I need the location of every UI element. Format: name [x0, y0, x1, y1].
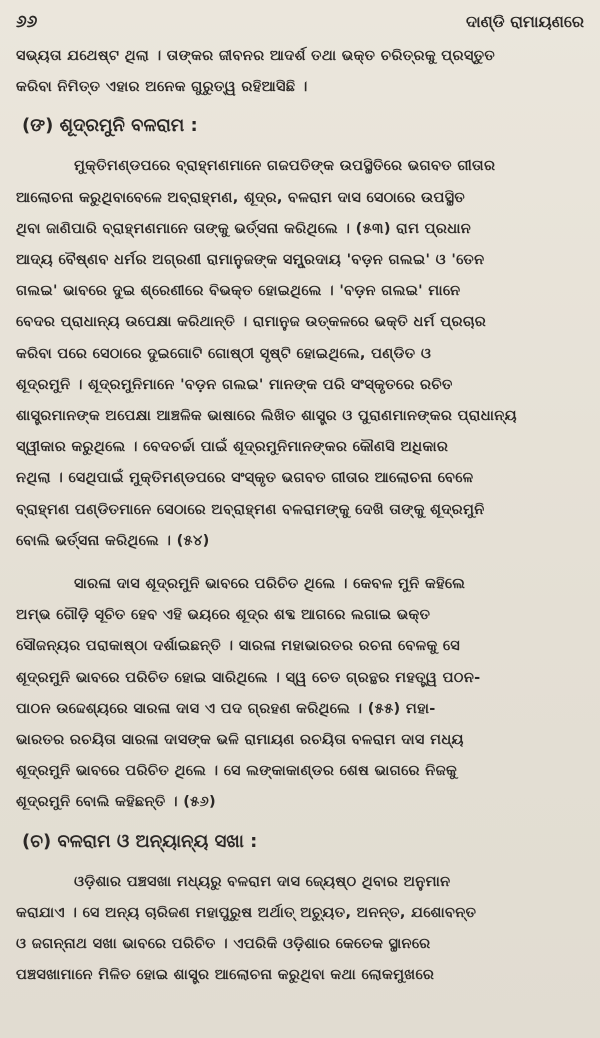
text-line: ଥିବା ଜାଣିପାରି ବ୍ରାହ୍ମଣମାନେ ତାଙ୍କୁ ଭର୍ତ୍ସନା କରିଥିଲେ । (୫୩) ରାମ ପ୍ରଧାନ: [16, 219, 472, 237]
section-heading-shudramuni: (ଙ) ଶୂଦ୍ରମୁନି ବଳରାମ :: [22, 115, 198, 137]
intro-paragraph: [16, 40, 584, 102]
text-line: ବ୍ରାହ୍ମଣ ପଣ୍ଡିତମାନେ ସେଠାରେ ଅବ୍ରାହ୍ମଣ ବଳରାମଙ୍କୁ ଦେଖି ତାଙ୍କୁ ଶୂଦ୍ରମୁନି: [16, 500, 485, 518]
text-line: କରିବା ପରେ ସେଠାରେ ଦୁଇଗୋଟି ଗୋଷ୍ଠୀ ସୃଷ୍ଟି ହୋଇଥିଲେ, ପଣ୍ଡିତ ଓ: [16, 344, 432, 362]
text-line: ଓଡ଼ିଶାର ପଞ୍ଚସଖା ମଧ୍ୟରୁ ବଳରାମ ଦାସ ଜ୍ୟେଷ୍ଠ ଥିବାର ଅନୁମାନ: [74, 872, 451, 890]
running-title: ଦାଣ୍ଡି ରାମାୟଣରେ: [466, 12, 584, 31]
text-line: ଅମ୍ଭ ଗୌଡ଼ି ସୂଚିତ ହେବ ଏହି ଭୟରେ ଶୂଦ୍ର ଶବ୍ଦ ଆଗରେ ଲଗାଇ ଭକ୍ତ: [16, 606, 431, 624]
text-line: ଶୂଦ୍ରମୁନି ଭାବରେ ପରିଚିତ ହୋଇ ସାରିଥିଲେ । ସ୍ୱ ଚେତ ଗ୍ରନ୍ଥର ମହତ୍ତ୍ୱ ପଠନ-: [16, 668, 481, 686]
text-line: ପାଠନ ଉଦ୍ଦେଶ୍ୟରେ ସାରଳା ଦାସ ଏ ପଦ ଗ୍ରହଣ କରିଥିଲେ । (୫୫) ମହା-: [16, 699, 436, 717]
text-line: ଶୂଦ୍ରମୁନି ଭାବରେ ପରିଚିତ ଥିଲେ । ସେ ଲଙ୍କାକାଣ୍ଡର ଶେଷ ଭାଗରେ ନିଜକୁ: [16, 762, 458, 780]
text-line: ବୋଲି ଭର୍ତ୍ସନା କରିଥିଲେ । (୫୪): [16, 531, 210, 549]
section-heading-balarama-sakha: (ଚ) ବଳରାମ ଓ ଅନ୍ୟାନ୍ୟ ସଖା :: [22, 830, 258, 852]
text-line: ସାରଳା ଦାସ ଶୂଦ୍ରମୁନି ଭାବରେ ପରିଚିତ ଥିଲେ । କେବଳ ମୁନି କହିଲେ: [74, 575, 466, 593]
text-line: ଶାସ୍ତ୍ରମାନଙ୍କ ଅପେକ୍ଷା ଆଞ୍ଚଳିକ ଭାଷାରେ ଲିଖିତ ଶାସ୍ତ୍ର ଓ ପୁରାଣମାନଙ୍କର ପ୍ରାଧାନ୍ୟ: [16, 407, 517, 425]
paragraph-gap: [16, 556, 584, 568]
text-line: କରିବା ନିମିତ୍ତ ଏହାର ଅନେକ ଗୁରୁତ୍ୱ ରହିଆସିଛି ।: [16, 78, 308, 96]
section1-paragraph-2: [16, 568, 584, 818]
text-line: ଭାରତର ରଚୟିତା ସାରଳା ଦାସଙ୍କ ଭଳି ରାମାୟଣ ରଚୟିତା ବଳରାମ ଦାସ ମଧ୍ୟ: [16, 731, 464, 749]
page-number: ୬୬: [16, 12, 38, 32]
section1-paragraph-1: [16, 150, 584, 556]
text-line: ଶୂଦ୍ରମୁନି ବୋଲି କହିଛନ୍ତି । (୫୬): [16, 793, 217, 811]
text-line: ନଥିଲା । ସେଥିପାଇଁ ମୁକ୍ତିମଣ୍ଡପରେ ସଂସ୍କୃତ ଭଗବତ ଗୀତାର ଆଲୋଚନା ବେଳେ: [16, 469, 474, 487]
text-line: ଓ ଜଗନ୍ନାଥ ସଖା ଭାବରେ ପରିଚିତ । ଏପରିକି ଓଡ଼ିଶାର କେତେକ ସ୍ଥାନରେ: [16, 935, 431, 953]
text-line: ମୁକ୍ତିମଣ୍ଡପରେ ବ୍ରାହ୍ମଣମାନେ ଗଜପତିଙ୍କ ଉପସ୍ଥିତିରେ ଭଗବତ ଗୀତାର: [74, 157, 496, 175]
text-line: ସ୍ୱୀକାର କରୁଥିଲେ । ବେଦଚର୍ଚ୍ଚା ପାଇଁ ଶୂଦ୍ରମୁନିମାନଙ୍କର କୌଣସି ଅଧିକାର: [16, 438, 449, 456]
text-line: କରାଯାଏ । ସେ ଅନ୍ୟ ଚାରିଜଣ ମହାପୁରୁଷ ଅର୍ଥାତ୍ ଅଚ୍ୟୁତ, ଅନନ୍ତ, ଯଶୋବନ୍ତ: [16, 903, 477, 921]
text-line: ଶୂଦ୍ରମୁନି । ଶୂଦ୍ରମୁନିମାନେ 'ବଡ଼ନ ଗଲଇ' ମାନଙ୍କ ପରି ସଂସ୍କୃତରେ ରଚିତ: [16, 375, 453, 393]
text-line: ଆଦ୍ୟ ବୈଷ୍ଣବ ଧର୍ମର ଅଗ୍ରଣୀ ରାମାନୁଜଙ୍କ ସମ୍ପ୍ରଦାୟ 'ବଡ଼ନ ଗଲଇ' ଓ 'ତେନ: [16, 251, 485, 269]
text-line: ଗଲଇ' ଭାବରେ ଦୁଇ ଶ୍ରେଣୀରେ ବିଭକ୍ତ ହୋଇଥିଲେ । 'ବଡ଼ନ ଗଲଇ' ମାନେ: [16, 282, 461, 300]
text-line: ଆଲୋଚନା କରୁଥିବାବେଳେ ଅବ୍ରାହ୍ମଣ, ଶୂଦ୍ର, ବଳରାମ ଦାସ ସେଠାରେ ଉପସ୍ଥିତ: [16, 188, 466, 206]
page-header: [16, 0, 584, 40]
text-line: ସଭ୍ୟତା ଯଥେଷ୍ଟ ଥିଲା । ତାଙ୍କର ଜୀବନର ଆଦର୍ଶ ତଥା ଭକ୍ତ ଚରିତ୍ରକୁ ପ୍ରସ୍ତୁତ: [16, 47, 496, 64]
text-line: ସୌଜନ୍ୟର ପରାକାଷ୍ଠା ଦର୍ଶାଇଛନ୍ତି । ସାରଳା ମହାଭାରତର ରଚନା ବେଳକୁ ସେ: [16, 637, 461, 655]
text-line: ବେଦର ପ୍ରାଧାନ୍ୟ ଉପେକ୍ଷା କରିଥାନ୍ତି । ରାମାନୁଜ ଉତ୍କଳରେ ଭକ୍ତି ଧର୍ମ ପ୍ରଚାର: [16, 313, 487, 331]
section2-paragraph-1: [16, 866, 584, 991]
text-line: ପଞ୍ଚସଖାମାନେ ମିଳିତ ହୋଇ ଶାସ୍ତ୍ର ଆଲୋଚନା କରୁଥିବା କଥା ଲୋକମୁଖରେ: [16, 966, 435, 984]
